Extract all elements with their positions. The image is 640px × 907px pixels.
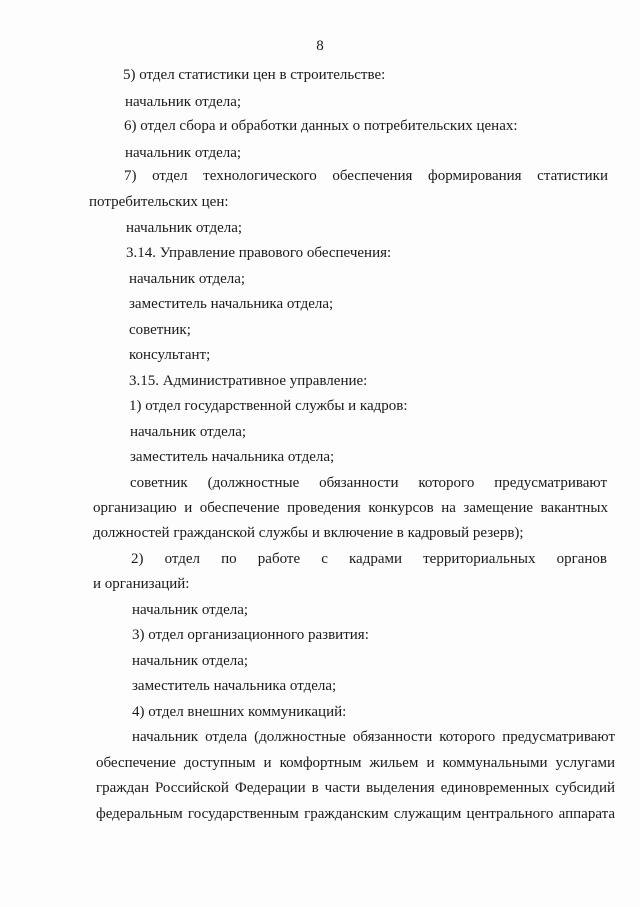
text-line: 6) отдел сбора и обработки данных о потребительских ценах: bbox=[124, 118, 518, 134]
text-line: начальник отдела; bbox=[129, 271, 246, 287]
text-line: советник; bbox=[129, 322, 191, 338]
text-line: 4) отдел внешних коммуникаций: bbox=[132, 704, 347, 720]
text-line: 5) отдел статистики цен в строительстве: bbox=[123, 67, 386, 83]
text-line: обеспечение доступным и комфортным жильем и коммунальными услугами bbox=[96, 755, 615, 771]
text-line: федеральным государственным гражданским служащим центрального аппарата bbox=[96, 806, 615, 822]
text-line: начальник отдела; bbox=[126, 220, 243, 236]
text-line: 3) отдел организационного развития: bbox=[132, 627, 369, 643]
page-number: 8 bbox=[316, 38, 324, 54]
text-line: консультант; bbox=[129, 347, 211, 363]
text-line: заместитель начальника отдела; bbox=[129, 296, 334, 312]
text-line: 7) отдел технологического обеспечения формирования статистики bbox=[124, 168, 608, 184]
text-line: начальник отдела; bbox=[132, 602, 249, 618]
text-line: начальник отдела; bbox=[125, 94, 242, 110]
text-line: и организаций: bbox=[93, 576, 190, 592]
text-line: 3.14. Управление правового обеспечения: bbox=[126, 245, 392, 261]
text-line: заместитель начальника отдела; bbox=[130, 449, 335, 465]
text-line: начальник отдела; bbox=[130, 424, 247, 440]
text-line: начальник отдела (должностные обязанности которого предусматривают bbox=[132, 729, 615, 745]
text-line: 3.15. Административное управление: bbox=[129, 373, 368, 389]
text-line: советник (должностные обязанности которого предусматривают bbox=[130, 475, 607, 491]
text-line: 2) отдел по работе с кадрами территориальных органов bbox=[131, 551, 607, 567]
text-line: организацию и обеспечение проведения конкурсов на замещение вакантных bbox=[93, 500, 608, 516]
text-line: 1) отдел государственной службы и кадров: bbox=[129, 398, 408, 414]
text-line: граждан Российской Федерации в части выделения единовременных субсидий bbox=[96, 780, 615, 796]
text-line: заместитель начальника отдела; bbox=[132, 678, 337, 694]
text-line: должностей гражданской службы и включение в кадровый резерв); bbox=[93, 525, 524, 541]
text-line: начальник отдела; bbox=[125, 145, 242, 161]
text-line: начальник отдела; bbox=[132, 653, 249, 669]
text-line: потребительских цен: bbox=[89, 194, 229, 210]
